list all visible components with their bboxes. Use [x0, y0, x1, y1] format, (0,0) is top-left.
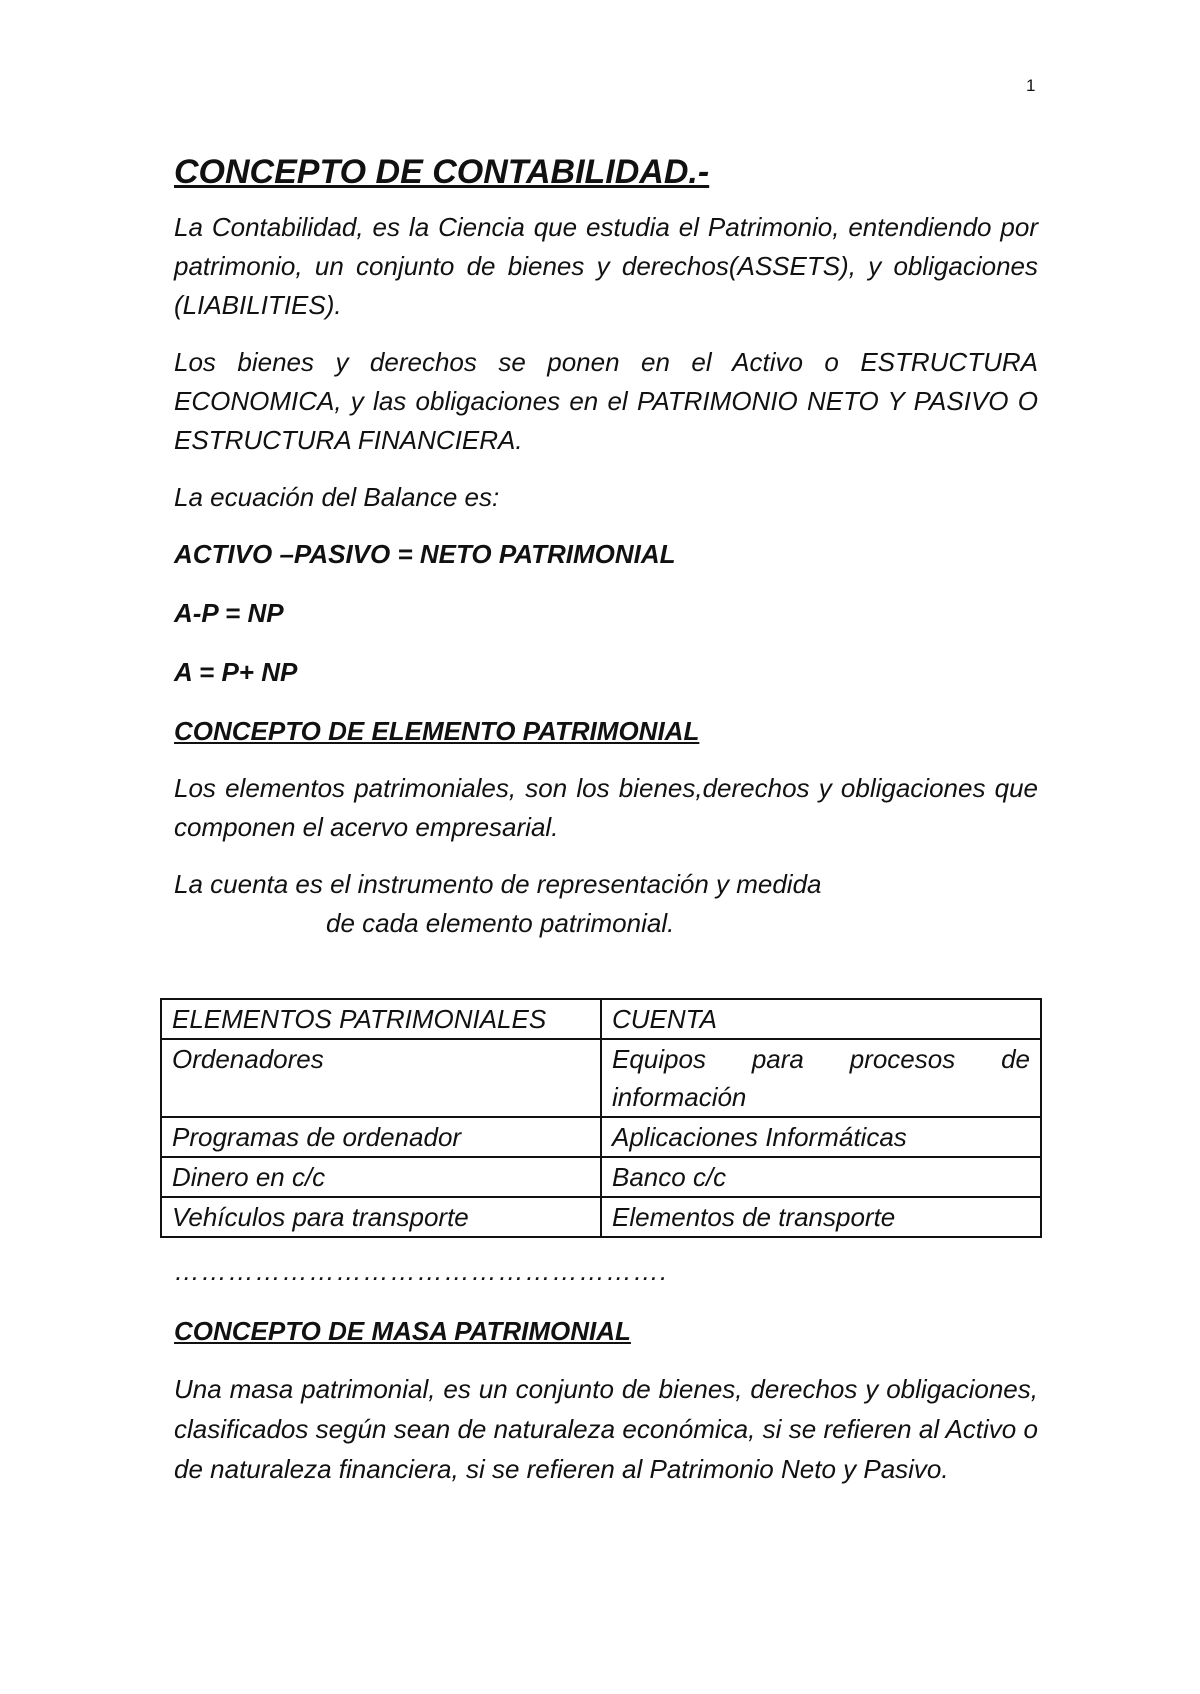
- table-row: [161, 1117, 1041, 1157]
- document-body: [174, 150, 1038, 961]
- masa-section: [174, 1304, 1038, 1507]
- intro-paragraph-1: La Contabilidad, es la Ciencia que estudia el Patrimonio, entendiendo por patrimonio, un conjunto de bienes y derechos(ASSETS), y obligaciones (LIABILITIES).: [174, 212, 1038, 320]
- table-header-cell: ELEMENTOS PATRIMONIALES: [161, 999, 601, 1039]
- table-cell: Ordenadores: [161, 1039, 601, 1117]
- page-number: 1: [1026, 76, 1036, 95]
- table-cell: Elementos de transporte: [601, 1197, 1041, 1237]
- accounts-table: [160, 998, 1042, 1238]
- elemento-note-line-2: de cada elemento patrimonial.: [326, 908, 675, 938]
- section-heading-masa: CONCEPTO DE MASA PATRIMONIAL: [174, 1316, 631, 1346]
- section-heading-elemento: CONCEPTO DE ELEMENTO PATRIMONIAL: [174, 716, 700, 746]
- equation-1: ACTIVO –PASIVO = NETO PATRIMONIAL: [174, 539, 676, 569]
- table-cell: Dinero en c/c: [161, 1157, 601, 1197]
- table-cell: Vehículos para transporte: [161, 1197, 601, 1237]
- table-row: [161, 1039, 1041, 1117]
- equation-2: A-P = NP: [174, 598, 284, 628]
- table-header-cell: CUENTA: [601, 999, 1041, 1039]
- elemento-paragraph: Los elementos patrimoniales, son los bienes,derechos y obligaciones que componen el acervo empresarial.: [174, 773, 1038, 842]
- table-row: [161, 1157, 1041, 1197]
- intro-paragraph-3: La ecuación del Balance es:: [174, 482, 500, 512]
- table-cell: Equipos para procesos de información: [601, 1039, 1041, 1117]
- table-row: [161, 1197, 1041, 1237]
- intro-paragraph-2: Los bienes y derechos se ponen en el Activo o ESTRUCTURA ECONOMICA, y las obligaciones en el PATRIMONIO NETO Y PASIVO O ESTRUCTURA FINANCIERA.: [174, 347, 1038, 455]
- ellipsis-separator: ……………………………………………….: [174, 1256, 669, 1286]
- elemento-note: [174, 865, 1038, 943]
- equation-3: A = P+ NP: [174, 657, 298, 687]
- table-header-row: [161, 999, 1041, 1039]
- table-cell: Banco c/c: [601, 1157, 1041, 1197]
- table-cell: Programas de ordenador: [161, 1117, 601, 1157]
- page-title: CONCEPTO DE CONTABILIDAD.-: [174, 153, 710, 191]
- masa-paragraph: Una masa patrimonial, es un conjunto de bienes, derechos y obligaciones, clasificados según sean de naturaleza económica, si se refieren al Activo o de naturaleza financiera, si se refieren al Patrimonio Neto y Pasivo.: [174, 1374, 1038, 1484]
- elemento-note-line-1: La cuenta es el instrumento de representación y medida: [174, 869, 822, 899]
- table-cell: Aplicaciones Informáticas: [601, 1117, 1041, 1157]
